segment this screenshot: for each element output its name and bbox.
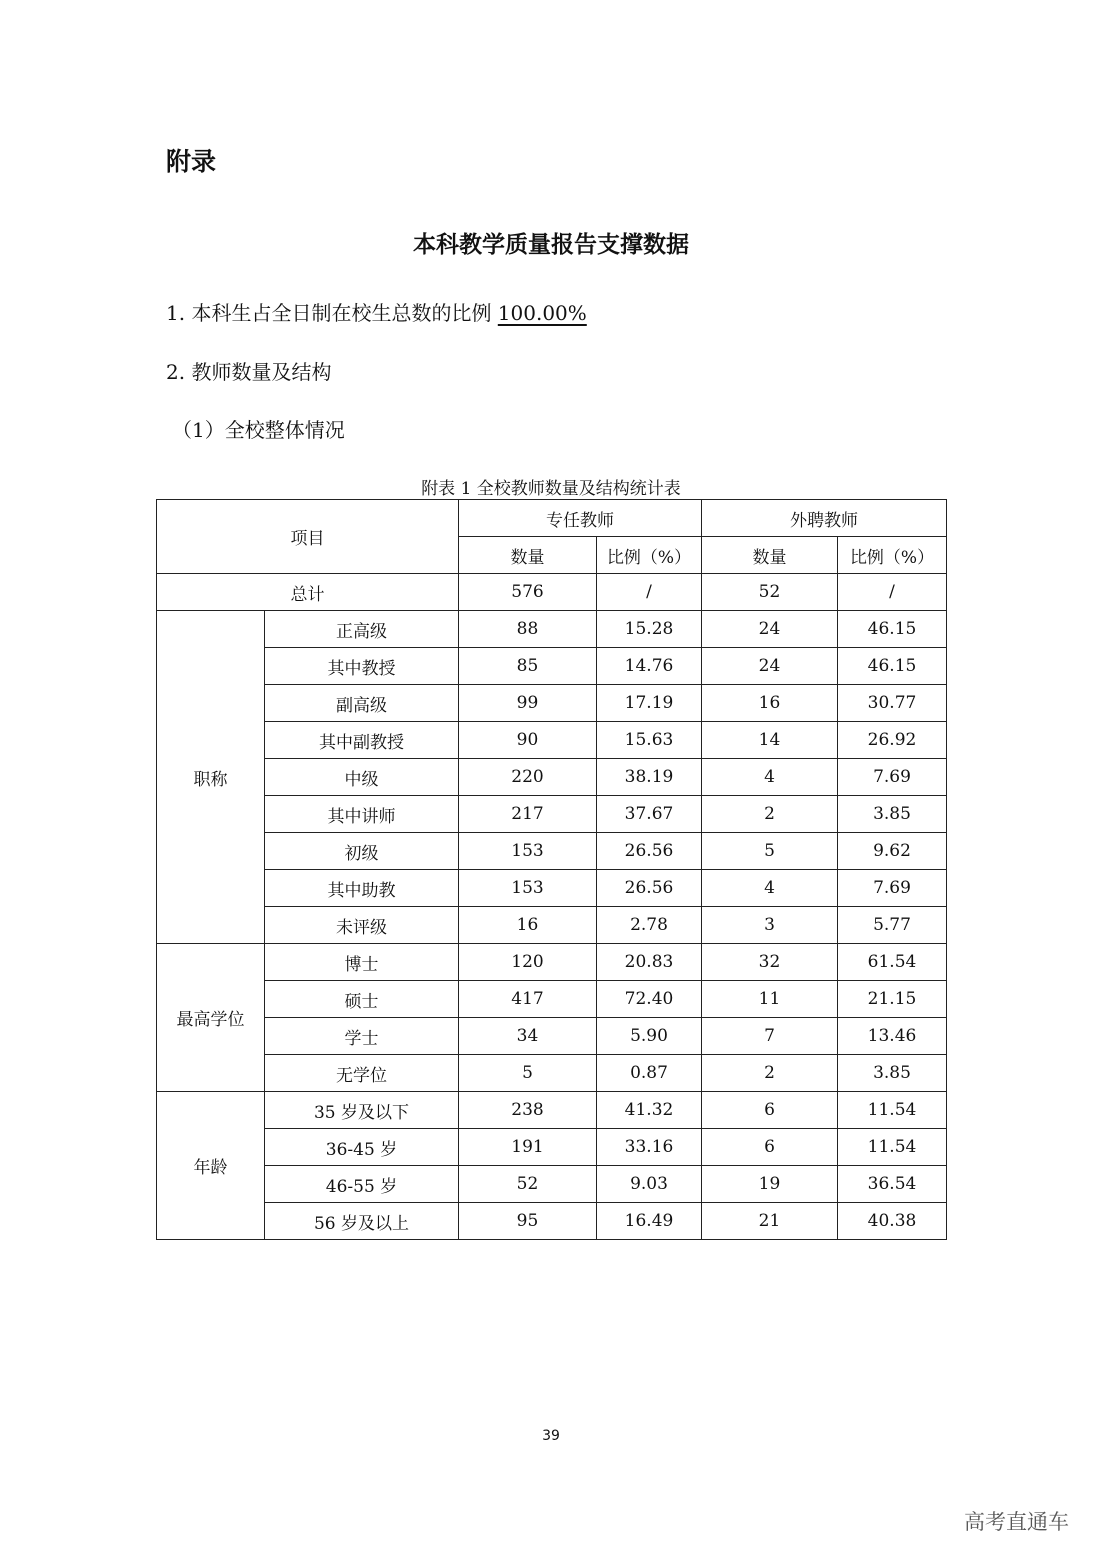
teacher-stats-table xyxy=(156,499,947,1240)
fulltime-ratio: 72.40 xyxy=(597,981,702,1018)
fulltime-ratio: 5.90 xyxy=(597,1018,702,1055)
table-body xyxy=(157,500,947,1240)
fulltime-ratio: 33.16 xyxy=(597,1129,702,1166)
row-label: 56 岁及以上 xyxy=(265,1203,459,1240)
table-row xyxy=(157,1018,947,1055)
item-2-paragraph: 2. 教师数量及结构 xyxy=(166,360,332,384)
external-ratio: 40.38 xyxy=(838,1203,947,1240)
external-ratio: 30.77 xyxy=(838,685,947,722)
fulltime-ratio: 38.19 xyxy=(597,759,702,796)
row-label: 其中讲师 xyxy=(265,796,459,833)
row-label: 35 岁及以下 xyxy=(265,1092,459,1129)
external-count: 24 xyxy=(702,611,838,648)
external-count: 4 xyxy=(702,759,838,796)
watermark-text: 高考直通车 xyxy=(964,1510,1069,1534)
external-header: 外聘教师 xyxy=(702,500,947,537)
row-label: 硕士 xyxy=(265,981,459,1018)
external-count: 2 xyxy=(702,1055,838,1092)
external-count: 3 xyxy=(702,907,838,944)
external-count: 7 xyxy=(702,1018,838,1055)
external-count: 14 xyxy=(702,722,838,759)
external-ratio: 11.54 xyxy=(838,1092,947,1129)
fulltime-count: 90 xyxy=(459,722,597,759)
fulltime-count: 191 xyxy=(459,1129,597,1166)
fulltime-ratio: 26.56 xyxy=(597,870,702,907)
table-row xyxy=(157,685,947,722)
external-count: 11 xyxy=(702,981,838,1018)
row-label: 正高级 xyxy=(265,611,459,648)
page-number: 39 xyxy=(542,1428,560,1444)
table-row xyxy=(157,722,947,759)
fulltime-ratio: 17.19 xyxy=(597,685,702,722)
fulltime-ratio: 0.87 xyxy=(597,1055,702,1092)
item-1-text: 1. 本科生占全日制在校生总数的比例 xyxy=(166,301,498,325)
external-count-header: 数量 xyxy=(702,537,838,574)
table-row xyxy=(157,944,947,981)
fulltime-ratio: 37.67 xyxy=(597,796,702,833)
external-ratio: 3.85 xyxy=(838,796,947,833)
total-external-count: 52 xyxy=(702,574,838,611)
table-row xyxy=(157,648,947,685)
table-row xyxy=(157,1055,947,1092)
fulltime-count: 153 xyxy=(459,870,597,907)
external-count: 6 xyxy=(702,1092,838,1129)
fulltime-count: 99 xyxy=(459,685,597,722)
row-label: 其中助教 xyxy=(265,870,459,907)
fulltime-count: 217 xyxy=(459,796,597,833)
external-ratio: 9.62 xyxy=(838,833,947,870)
external-count: 16 xyxy=(702,685,838,722)
external-ratio: 7.69 xyxy=(838,759,947,796)
item-2-subheading: （1）全校整体情况 xyxy=(172,418,345,442)
table-caption: 附表 1 全校教师数量及结构统计表 xyxy=(421,479,681,499)
fulltime-count: 95 xyxy=(459,1203,597,1240)
external-ratio: 3.85 xyxy=(838,1055,947,1092)
external-count: 19 xyxy=(702,1166,838,1203)
fulltime-ratio: 20.83 xyxy=(597,944,702,981)
external-count: 5 xyxy=(702,833,838,870)
external-count: 4 xyxy=(702,870,838,907)
table-row xyxy=(157,907,947,944)
fulltime-ratio: 15.63 xyxy=(597,722,702,759)
fulltime-count: 52 xyxy=(459,1166,597,1203)
external-ratio: 7.69 xyxy=(838,870,947,907)
row-label: 其中教授 xyxy=(265,648,459,685)
total-external-ratio: / xyxy=(838,574,947,611)
total-fulltime-ratio: / xyxy=(597,574,702,611)
row-label: 其中副教授 xyxy=(265,722,459,759)
external-ratio-header: 比例（%） xyxy=(838,537,947,574)
appendix-heading: 附录 xyxy=(166,147,217,176)
group-label: 年龄 xyxy=(157,1092,265,1240)
external-ratio: 36.54 xyxy=(838,1166,947,1203)
external-ratio: 13.46 xyxy=(838,1018,947,1055)
fulltime-ratio: 9.03 xyxy=(597,1166,702,1203)
row-label: 博士 xyxy=(265,944,459,981)
fulltime-count: 153 xyxy=(459,833,597,870)
fulltime-count: 16 xyxy=(459,907,597,944)
fulltime-count-header: 数量 xyxy=(459,537,597,574)
fulltime-ratio: 41.32 xyxy=(597,1092,702,1129)
group-label: 最高学位 xyxy=(157,944,265,1092)
row-label: 中级 xyxy=(265,759,459,796)
row-label: 学士 xyxy=(265,1018,459,1055)
fulltime-count: 34 xyxy=(459,1018,597,1055)
table-row xyxy=(157,1092,947,1129)
table-row xyxy=(157,611,947,648)
row-label: 未评级 xyxy=(265,907,459,944)
external-count: 24 xyxy=(702,648,838,685)
external-ratio: 26.92 xyxy=(838,722,947,759)
external-ratio: 46.15 xyxy=(838,611,947,648)
row-label: 初级 xyxy=(265,833,459,870)
fulltime-ratio: 14.76 xyxy=(597,648,702,685)
external-ratio: 21.15 xyxy=(838,981,947,1018)
fulltime-ratio: 15.28 xyxy=(597,611,702,648)
row-label: 无学位 xyxy=(265,1055,459,1092)
project-header: 项目 xyxy=(157,500,459,574)
row-label: 46-55 岁 xyxy=(265,1166,459,1203)
group-label: 职称 xyxy=(157,611,265,944)
external-ratio: 61.54 xyxy=(838,944,947,981)
fulltime-ratio: 16.49 xyxy=(597,1203,702,1240)
table-row xyxy=(157,759,947,796)
undergrad-ratio-value: 100.00% xyxy=(497,301,587,325)
external-count: 21 xyxy=(702,1203,838,1240)
table-row xyxy=(157,1129,947,1166)
fulltime-ratio: 2.78 xyxy=(597,907,702,944)
table-row xyxy=(157,1203,947,1240)
document-title: 本科教学质量报告支撑数据 xyxy=(413,232,689,258)
table-row xyxy=(157,796,947,833)
fulltime-count: 120 xyxy=(459,944,597,981)
table-row xyxy=(157,870,947,907)
total-label: 总计 xyxy=(157,574,459,611)
external-count: 2 xyxy=(702,796,838,833)
external-ratio: 5.77 xyxy=(838,907,947,944)
total-row xyxy=(157,574,947,611)
header-row xyxy=(157,500,947,537)
fulltime-count: 85 xyxy=(459,648,597,685)
row-label: 36-45 岁 xyxy=(265,1129,459,1166)
fulltime-ratio-header: 比例（%） xyxy=(597,537,702,574)
fulltime-count: 417 xyxy=(459,981,597,1018)
external-count: 32 xyxy=(702,944,838,981)
external-ratio: 11.54 xyxy=(838,1129,947,1166)
row-label: 副高级 xyxy=(265,685,459,722)
fulltime-count: 88 xyxy=(459,611,597,648)
external-count: 6 xyxy=(702,1129,838,1166)
table-row xyxy=(157,981,947,1018)
fulltime-count: 220 xyxy=(459,759,597,796)
fulltime-count: 238 xyxy=(459,1092,597,1129)
total-fulltime-count: 576 xyxy=(459,574,597,611)
fulltime-ratio: 26.56 xyxy=(597,833,702,870)
fulltime-header: 专任教师 xyxy=(459,500,702,537)
table-row xyxy=(157,833,947,870)
item-1-paragraph xyxy=(166,297,587,326)
table-row xyxy=(157,1166,947,1203)
external-ratio: 46.15 xyxy=(838,648,947,685)
fulltime-count: 5 xyxy=(459,1055,597,1092)
